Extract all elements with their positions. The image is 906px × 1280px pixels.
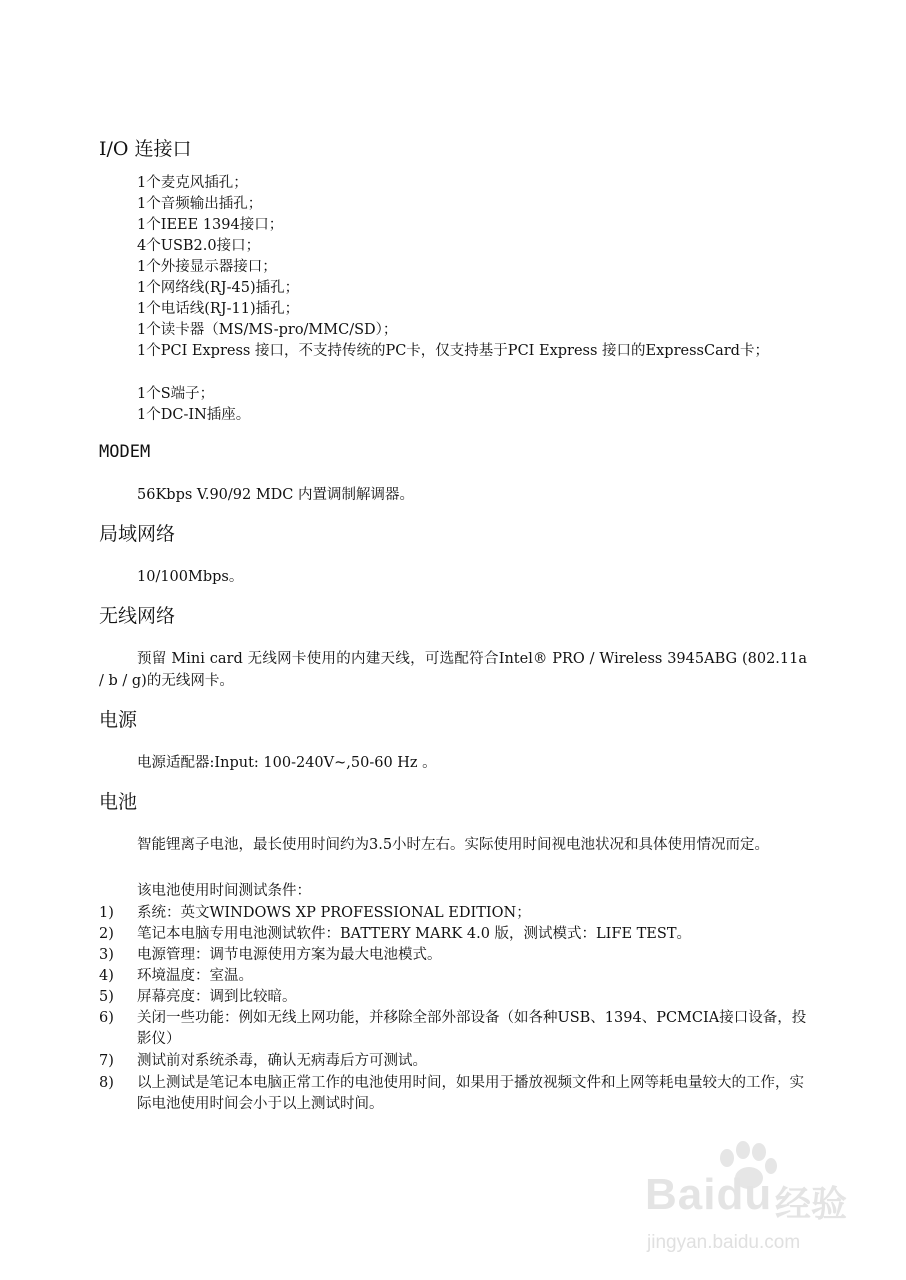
condition-number: 4): [99, 968, 114, 984]
battery-test-title: 该电池使用时间测试条件：: [137, 883, 311, 899]
wlan-text: 预留 Mini card 无线网卡使用的内建天线，可选配符合Intel® PRO / Wireless 3945ABG (802.11a / b / g)的无线网卡。: [99, 651, 807, 689]
condition-number: 2): [99, 926, 114, 942]
condition-text: 关闭一些功能：例如无线上网功能，并移除全部外部设备（如各种USB、1394、PCMCIA接口设备，投影仪）: [137, 1010, 807, 1047]
io-item: 4个USB2.0接口；: [137, 238, 261, 254]
watermark-brand: Baidu: [645, 1170, 773, 1219]
io-item: 1个麦克风插孔；: [137, 175, 248, 191]
lan-text: 10/100Mbps。: [137, 569, 244, 585]
watermark-url: jingyan.baidu.com: [647, 1232, 801, 1253]
modem-text: 56Kbps V.90/92 MDC 内置调制解调器。: [137, 487, 415, 503]
power-heading: 电源: [99, 709, 138, 731]
condition-number: 8): [99, 1075, 114, 1091]
watermark-label: 经验: [775, 1183, 848, 1224]
power-text: 电源适配器:Input: 100-240V~,50-60 Hz 。: [137, 755, 437, 771]
io-item: 1个DC-IN插座。: [137, 407, 251, 423]
battery-heading: 电池: [99, 791, 138, 813]
baidu-watermark: [645, 1140, 855, 1265]
condition-text: 以上测试是笔记本电脑正常工作的电池使用时间，如果用于播放视频文件和上网等耗电量较大的工作，实际电池使用时间会小于以上测试时间。: [137, 1075, 804, 1112]
lan-heading: 局域网络: [99, 523, 176, 545]
battery-intro: 智能锂离子电池，最长使用时间约为3.5小时左右。实际使用时间视电池状况和具体使用情况而定。: [137, 837, 770, 853]
condition-number: 3): [99, 947, 114, 963]
io-item: 1个S端子；: [137, 386, 215, 402]
io-item: 1个IEEE 1394接口；: [137, 217, 284, 233]
condition-number: 7): [99, 1053, 114, 1069]
io-item: 1个PCI Express 接口，不支持传统的PC卡，仅支持基于PCI Express 接口的ExpressCard卡；: [137, 343, 769, 359]
modem-heading: MODEM: [99, 442, 151, 462]
condition-text: 测试前对系统杀毒，确认无病毒后方可测试。: [137, 1053, 427, 1069]
io-item: 1个外接显示器接口；: [137, 259, 277, 275]
io-item: 1个音频输出插孔；: [137, 196, 263, 212]
condition-text: 屏幕亮度：调到比较暗。: [137, 989, 297, 1005]
io-heading: I/O 连接口: [99, 138, 192, 160]
condition-text: 笔记本电脑专用电池测试软件：BATTERY MARK 4.0 版，测试模式：LIFE TEST。: [137, 926, 691, 942]
condition-text: 环境温度：室温。: [137, 968, 253, 984]
io-item: 1个读卡器（MS/MS-pro/MMC/SD）；: [137, 322, 398, 338]
condition-number: 5): [99, 989, 114, 1005]
io-item: 1个电话线(RJ-11)插孔；: [137, 301, 300, 317]
wlan-heading: 无线网络: [99, 605, 176, 627]
condition-text: 电源管理：调节电源使用方案为最大电池模式。: [137, 947, 442, 963]
condition-text: 系统：英文WINDOWS XP PROFESSIONAL EDITION；: [137, 905, 531, 921]
io-item: 1个网络线(RJ-45)插孔；: [137, 280, 300, 296]
condition-number: 1): [99, 905, 114, 921]
condition-number: 6): [99, 1010, 114, 1026]
